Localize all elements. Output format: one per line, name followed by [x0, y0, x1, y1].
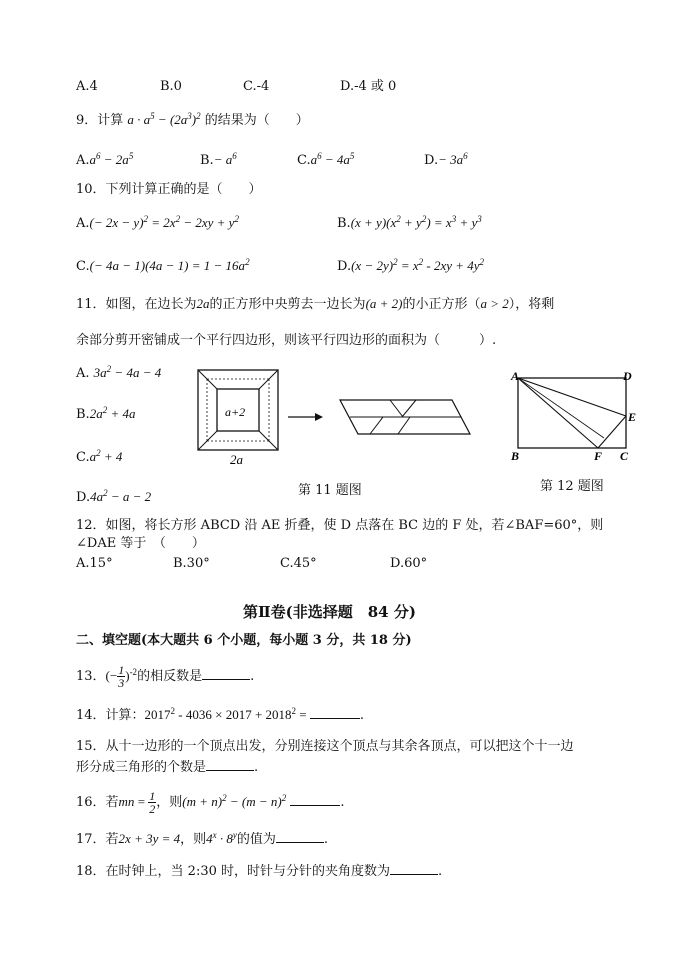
- fig11-outer-label: 2a: [230, 452, 243, 467]
- fig12-label-e: E: [628, 410, 637, 424]
- q15-line2: 形分成三角形的个数是 .: [76, 760, 259, 775]
- q9-stem: [76, 113, 309, 127]
- fig12-label-d: D: [623, 369, 632, 383]
- q15-answer-blank[interactable]: [206, 760, 254, 771]
- fig12-label-c: C: [620, 449, 629, 463]
- q9-option-b: $B.- a^6$: [200, 151, 237, 168]
- q9-prefix: 9．计算: [76, 113, 124, 128]
- q10-stem: 10．下列计算正确的是（ ）: [76, 182, 262, 197]
- fig12-label-a: A: [511, 369, 520, 383]
- part2-title: 第Ⅱ卷(非选择题 84 分): [243, 603, 416, 621]
- q10-option-b: $B.(x + y)(x^2 + y^2) = x^3 + y^3$: [337, 214, 482, 231]
- q14: 14．计算：$2017^2 - 4036 \times 2017 + 2018^2$ = .: [76, 706, 365, 723]
- q12-option-c: C.45°: [280, 556, 317, 571]
- q18: 18．在时钟上，当 2:30 时，时针与分针的夹角度数为 .: [76, 864, 443, 879]
- section2-heading: 二、填空题(本大题共 6 个小题，每小题 3 分，共 18 分): [76, 633, 412, 648]
- q9-option-a: $A.a^6 - 2a^5$: [76, 151, 134, 168]
- q13: 13．(− $\frac{1}{3}$ )$^{-2}$的相反数是 .: [76, 663, 255, 690]
- q10-option-c: $C.(- 4a - 1)(4a - 1) = 1 - 16a^2$: [76, 257, 250, 274]
- q16-answer-blank[interactable]: [290, 795, 340, 806]
- fig12-label-b: B: [511, 449, 520, 463]
- q15-line1: 15．从十一边形的一个顶点出发，分别连接这个顶点与其余各顶点，可以把这个十一边: [76, 739, 574, 754]
- q11-option-b: $B.2a^2 + 4a$: [76, 405, 136, 422]
- q10-option-d: $D.(x - 2y)^2 = x^2 - 2xy + 4y^2$: [337, 257, 485, 274]
- q12-option-a: A.15°: [76, 556, 113, 571]
- figure-12: [508, 366, 648, 464]
- fig11-inner-label: a+2: [225, 405, 246, 419]
- q12-line2: ∠DAE 等于 （ ）: [76, 536, 205, 551]
- q9-option-d: $D.- 3a^6$: [424, 151, 468, 168]
- q16: 16．若mn = $\frac{1}{2}$ ，则$(m + n)^2 - (m - n)^2$ .: [76, 789, 345, 816]
- q9-option-c: $C.a^6 - 4a^5$: [297, 151, 355, 168]
- q8-option-b: B.0: [160, 79, 182, 94]
- q18-answer-blank[interactable]: [390, 864, 438, 875]
- q17: 17．若2x + 3y = 4，则$4^x \cdot 8^y$的值为 .: [76, 830, 329, 847]
- q12-option-d: D.60°: [390, 556, 428, 571]
- fig12-caption: 第 12 题图: [540, 479, 604, 494]
- q11-option-a: A. $3a^2 - 4a - 4$: [76, 364, 162, 381]
- fig11-caption: 第 11 题图: [298, 483, 362, 498]
- fig12-label-f: F: [594, 449, 603, 463]
- q11-line2: 余部分剪开密铺成一个平行四边形，则该平行四边形的面积为（ ）.: [76, 333, 497, 348]
- q11-option-d: $D.4a^2 - a - 2$: [76, 488, 152, 505]
- q17-answer-blank[interactable]: [276, 832, 324, 843]
- q13-answer-blank[interactable]: [202, 669, 250, 680]
- q11-option-c: $C.a^2 + 4$: [76, 448, 123, 465]
- q8-option-d: D.-4 或 0: [340, 79, 397, 94]
- q12-option-b: B.30°: [173, 556, 210, 571]
- q14-answer-blank[interactable]: [310, 708, 360, 719]
- q8-option-a: A.4: [76, 79, 98, 94]
- q9-suffix: 的结果为（ ）: [204, 113, 309, 128]
- q8-option-c: C.-4: [243, 79, 270, 94]
- q9-expression: $a \cdot a^5 - (2a^3)^2$: [127, 111, 201, 127]
- q12-line1: 12．如图，将长方形 ABCD 沿 AE 折叠，使 D 点落在 BC 边的 F 处，若∠BAF=60°，则: [76, 518, 604, 533]
- q10-option-a: $A.(- 2x - y)^2 = 2x^2 - 2xy + y^2$: [76, 214, 239, 231]
- figure-11: [190, 362, 480, 502]
- fig12-rectangle: [518, 378, 626, 448]
- q11-line1: 11．如图，在边长为2a的正方形中央剪去一边长为(a + 2)的小正方形（a > 2），将剩: [76, 296, 555, 312]
